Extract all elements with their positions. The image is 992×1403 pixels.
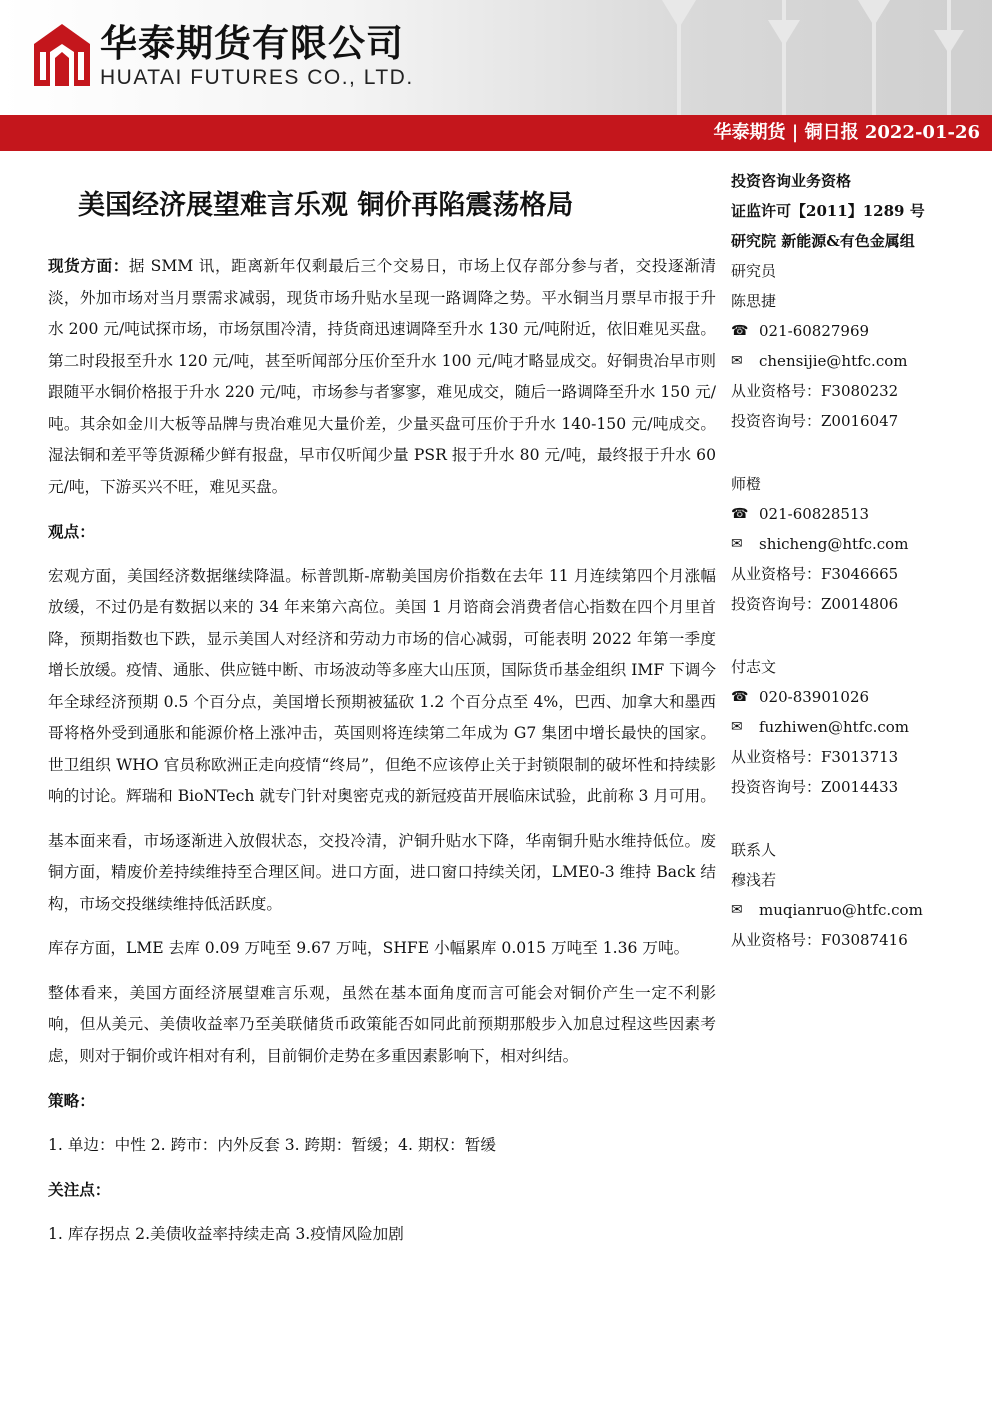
analyst-name: 付志文 xyxy=(731,658,777,676)
header-decoration xyxy=(572,0,992,115)
report-banner xyxy=(0,115,992,151)
envelope-icon: ✉ xyxy=(731,902,743,918)
phone-icon: ☎ xyxy=(731,689,749,705)
focus-text: 1. 库存拐点 2.美债收益率持续走高 3.疫情风险加剧 xyxy=(48,1224,404,1243)
analyst-phone xyxy=(731,499,986,529)
company-name-en: HUATAI FUTURES CO., LTD. xyxy=(100,66,414,89)
analyst-name: 陈思捷 xyxy=(731,292,777,310)
practice-number: 从业资格号：F03087416 xyxy=(731,931,908,949)
report-tag: 华泰期货 | 铜日报 2022-01-26 xyxy=(713,122,980,143)
email-address[interactable]: fuzhiwen@htfc.com xyxy=(759,718,910,736)
envelope-icon: ✉ xyxy=(731,353,743,369)
practice-number: 从业资格号：F3080232 xyxy=(731,382,899,400)
focus-heading: 关注点： xyxy=(48,1180,111,1199)
email-address[interactable]: chensijie@htfc.com xyxy=(759,352,908,370)
phone-number: 020-83901026 xyxy=(759,688,870,706)
macro-paragraph: 宏观方面，美国经济数据继续降温。标普凯斯-席勒美国房价指数在去年 11 月连续第四个月涨幅放缓，不过仍是有数据以来的 34 年来第六高位。美国 1 月谘商会消费者信心指数在四个月里首降，预期指数也下跌，显示美国人对经济和劳动力市场的信心减弱，可能表明 2022 年第一季度增长放缓。疫情、通胀、供应链中断、市场波动等多座大山压顶，国际货币基金组织 IMF 下调今年全球经济预期 0.5 个百分点，美国增长预期被猛砍 1.2 个百分点至 4%，巴西、加拿大和墨西哥将格外受到通胀和能源价格上涨冲击，英国则将连续第二年成为 G7 集团中增长最快的国家。世卫组织 WHO 官员称欧洲正走向疫情“终局”，但绝不应该停止关于封锁限制的破坏性和持续影响的讨论。辉瑞和 BioNTech 就专门针对奥密克戎的新冠疫苗开展临床试验，此前称 3 月可用。 xyxy=(48,566,716,805)
spot-text: 据 SMM 讯，距离新年仅剩最后三个交易日，市场上仅存部分参与者，交投逐渐清淡，外加市场对当月票需求减弱，现货市场升贴水呈现一路调降之势。平水铜当月票早市报于升水 200 元/吨试探市场，市场氛围冷清，持货商迅速调降至升水 130 元/吨附近，依旧难见买盘。第二时段报至升水 120 元/吨，甚至听闻部分压价至升水 100 元/吨才略显成交。好铜贵冶早市则跟随平水铜价格报于升水 220 元/吨，市场参与者寥寥，难见成交，随后一路调降至升水 150 元/吨。其余如金川大板等品牌与贵冶难见大量价差，少量买盘可压价于升水 140-150 元/吨成交。湿法铜和差平等货源稀少鲜有报盘，早市仅听闻少量 PSR 报于升水 80 元/吨，最终报于升水 60 元/吨，下游买兴不旺，难见买盘。 xyxy=(48,257,716,496)
consult-number: 投资咨询号：Z0014433 xyxy=(731,778,899,796)
phone-number: 021-60827969 xyxy=(759,322,870,340)
phone-icon: ☎ xyxy=(731,506,749,522)
email-address[interactable]: muqianruo@htfc.com xyxy=(759,901,923,919)
email-address[interactable]: shicheng@htfc.com xyxy=(759,535,909,553)
phone-icon: ☎ xyxy=(731,323,749,339)
analyst-email[interactable] xyxy=(731,712,986,742)
consult-number: 投资咨询号：Z0014806 xyxy=(731,595,899,613)
page-header xyxy=(0,0,992,115)
qualification-title: 投资咨询业务资格 xyxy=(731,172,852,190)
view-heading: 观点： xyxy=(48,522,95,541)
practice-number: 从业资格号：F3013713 xyxy=(731,748,899,766)
contact-label: 联系人 xyxy=(731,841,777,859)
researcher-label: 研究员 xyxy=(731,262,777,280)
report-body xyxy=(48,250,716,1263)
overall-paragraph: 整体看来，美国方面经济展望难言乐观，虽然在基本面角度而言可能会对铜价产生一定不利影响，但从美元、美债收益率乃至美联储货币政策能否如同此前预期那般步入加息过程这些因素考虑，则对于铜价或许相对有利，目前铜价走势在多重因素影响下，相对纠结。 xyxy=(48,983,716,1065)
report-title: 美国经济展望难言乐观 铜价再陷震荡格局 xyxy=(78,190,574,221)
contact-email[interactable] xyxy=(731,895,986,925)
contact-name: 穆浅若 xyxy=(731,871,777,889)
fundamentals-paragraph: 基本面来看，市场逐渐进入放假状态，交投冷清，沪铜升贴水下降，华南铜升贴水维持低位。废铜方面，精废价差持续维持至合理区间。进口方面，进口窗口持续关闭，LME0-3 维持 Back 结构，市场交投继续维持低活跃度。 xyxy=(48,831,716,913)
phone-number: 021-60828513 xyxy=(759,505,870,523)
consult-number: 投资咨询号：Z0016047 xyxy=(731,412,899,430)
envelope-icon: ✉ xyxy=(731,536,743,552)
practice-number: 从业资格号：F3046665 xyxy=(731,565,899,583)
analyst-name: 师橙 xyxy=(731,475,762,493)
analyst-email[interactable] xyxy=(731,346,986,376)
spot-paragraph xyxy=(48,250,716,503)
analyst-phone xyxy=(731,682,986,712)
huatai-logo-icon xyxy=(32,22,92,88)
license-number: 证监许可【2011】1289 号 xyxy=(731,202,925,220)
institute-name: 研究院 新能源&有色金属组 xyxy=(731,232,915,250)
company-name-cn: 华泰期货有限公司 xyxy=(100,22,404,65)
spot-label: 现货方面： xyxy=(48,256,129,275)
envelope-icon: ✉ xyxy=(731,719,743,735)
strategy-heading: 策略： xyxy=(48,1091,95,1110)
analyst-phone xyxy=(731,316,986,346)
analyst-email[interactable] xyxy=(731,529,986,559)
strategy-text: 1. 单边：中性 2. 跨市：内外反套 3. 跨期：暂缓；4. 期权：暂缓 xyxy=(48,1135,496,1154)
inventory-paragraph: 库存方面，LME 去库 0.09 万吨至 9.67 万吨，SHFE 小幅累库 0.015 万吨至 1.36 万吨。 xyxy=(48,939,690,957)
analyst-sidebar xyxy=(731,166,986,955)
